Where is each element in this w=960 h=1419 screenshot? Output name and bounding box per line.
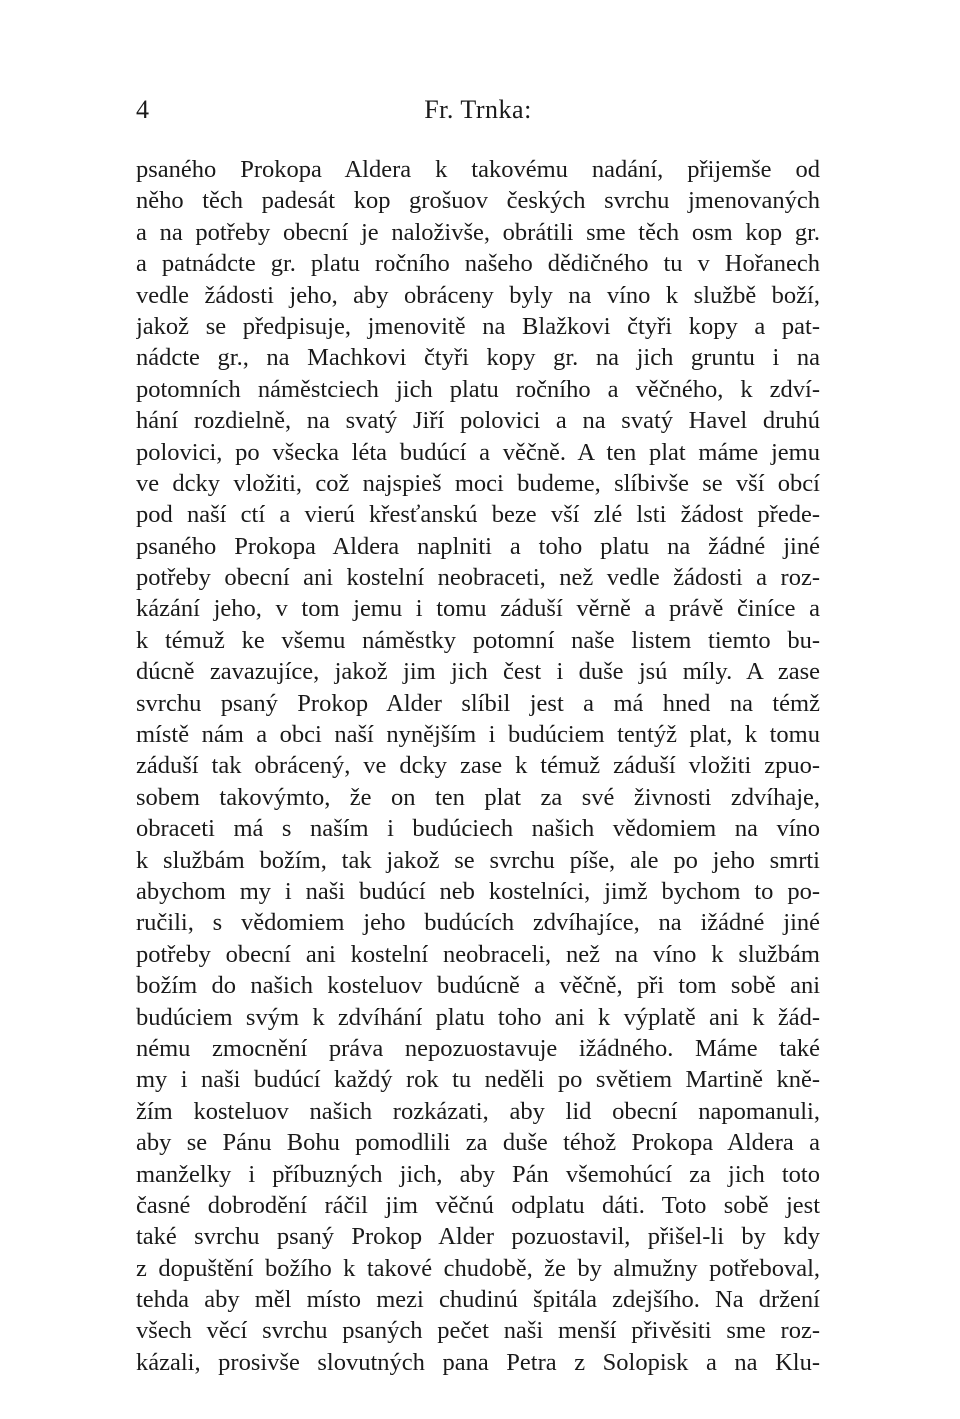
running-head: Fr. Trnka:: [424, 95, 532, 124]
text-line: pod naší ctí a vierú křesťanskú beze vší zlé lsti žádost přede-: [136, 501, 820, 529]
text-line: potřeby obecní ani kostelní neobraceli, než na víno k službám: [136, 940, 820, 968]
text-line: k témuž ke všemu náměstky potomní naše listem tiemto bu-: [136, 626, 820, 654]
text-line: svrchu psaný Prokop Alder slíbil jest a má hned na témž: [136, 689, 820, 717]
text-line: potřeby obecní ani kostelní neobraceti, než vedle žádosti a roz-: [136, 564, 820, 592]
text-line: hání rozdielně, na svatý Jiří polovici a na svatý Havel druhú: [136, 407, 820, 435]
text-line: manželky i příbuzných jich, aby Pán všemohúcí za jich toto: [136, 1160, 820, 1188]
text-line: místě nám a obci naší nynějším i budúciem tentýž plat, k tomu: [136, 721, 820, 749]
text-line: sobem takovýmto, že on ten plat za své živnosti zdvíhaje,: [136, 783, 820, 811]
text-line: tehda aby měl místo mezi chudinú špitála zdejšího. Na držení: [136, 1286, 820, 1314]
text-line: také svrchu psaný Prokop Alder pozuostavil, přišel-li by kdy: [136, 1223, 820, 1251]
text-line: abychom my i naši budúcí neb kostelníci, jimž bychom to po-: [136, 877, 820, 905]
text-line: žím kosteluov našich rozkázati, aby lid obecní napomanuli,: [136, 1097, 820, 1125]
text-line: psaného Prokopa Aldera naplniti a toho platu na žádné jiné: [136, 532, 820, 560]
text-line: my i naši budúcí každý rok tu neděli po světiem Martině kně-: [136, 1066, 820, 1094]
text-line: aby se Pánu Bohu pomodlili za duše téhož Prokopa Aldera a: [136, 1129, 820, 1157]
text-line: psaného Prokopa Aldera k takovému nadání, přijemše od: [136, 156, 820, 183]
text-line: časné dobrodění ráčil jim věčnú odplatu dáti. Toto sobě jest: [136, 1191, 820, 1219]
text-line: božím do našich kosteluov budúcně a věčně, při tom sobě ani: [136, 972, 820, 1000]
text-line: k službám božím, tak jakož se svrchu píše, ale po jeho smrti: [136, 846, 820, 874]
text-line: něho těch padesát kop grošuov českých svrchu jmenovaných: [136, 187, 820, 215]
text-line: budúciem svým k zdvíhání platu toho ani k výplatě ani k žád-: [136, 1003, 820, 1031]
text-line: ve dcky vložiti, což najspieš moci budeme, slíbivše se vší obcí: [136, 469, 820, 497]
text-line: dúcně zavazujíce, jakož jim jich čest i duše jsú míly. A zase: [136, 658, 820, 686]
page-header: [136, 93, 820, 127]
page-number: 4: [136, 95, 149, 124]
text-line: polovici, po všecka léta budúcí a věčně. A ten plat máme jemu: [136, 438, 820, 466]
text-line: a na potřeby obecní je naloživše, obrátili sme těch osm kop gr.: [136, 218, 820, 246]
text-line: kázali, prosivše slovutných pana Petra z Solopisk a na Klu-: [136, 1348, 820, 1376]
text-line: z dopuštění božího k takové chudobě, že by almužny potřeboval,: [136, 1254, 820, 1282]
text-line: jakož se předpisuje, jmenovitě na Blažkovi čtyři kopy a pat-: [136, 312, 820, 340]
text-line: vedle žádosti jeho, aby obráceny byly na víno k službě boží,: [136, 281, 820, 309]
text-line: a patnádcte gr. platu ročního našeho dědičného tu v Hořanech: [136, 250, 820, 278]
text-line: ručili, s vědomiem jeho budúcích zdvíhajíce, na ižádné jiné: [136, 909, 820, 937]
text-line: nému zmocnění práva nepozuostavuje ižádného. Máme také: [136, 1034, 820, 1062]
text-line: všech věcí svrchu psaných pečet naši menší přivěsiti sme roz-: [136, 1317, 820, 1345]
text-line: nádcte gr., na Machkovi čtyři kopy gr. na jich gruntu i na: [136, 344, 820, 372]
text-line: obraceti má s naším i budúciech našich vědomiem na víno: [136, 815, 820, 843]
text-line: záduší tak obrácený, ve dcky zase k témuž záduší vložiti zpuo-: [136, 752, 820, 780]
text-line: potomních náměstciech jich platu ročního a věčného, k zdví-: [136, 375, 820, 403]
body-text: [136, 154, 820, 1378]
text-line: kázání jeho, v tom jemu i tomu záduší věrně a právě činíce a: [136, 595, 820, 623]
